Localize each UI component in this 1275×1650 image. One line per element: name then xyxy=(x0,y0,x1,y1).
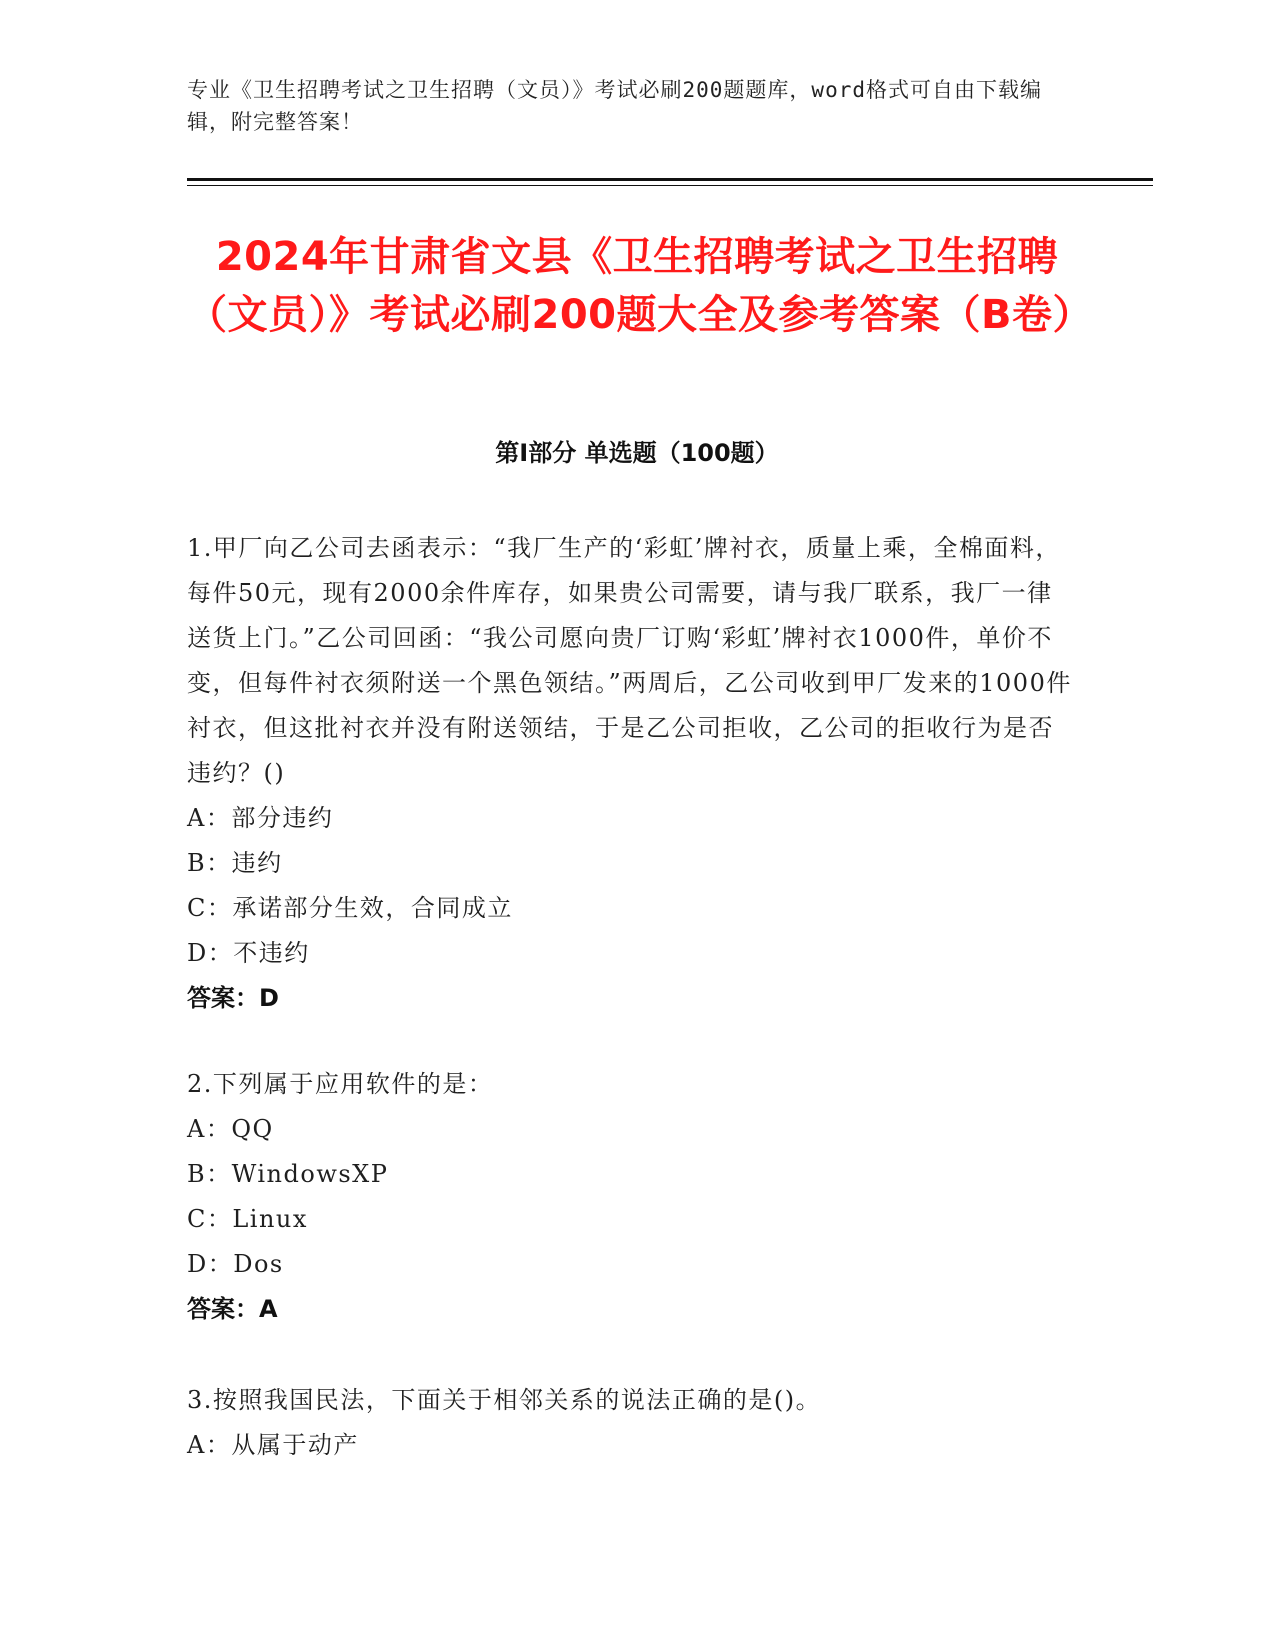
question-stem: 3.按照我国民法，下面关于相邻关系的说法正确的是()。 xyxy=(187,1386,822,1414)
answer: 答案：A xyxy=(187,1295,278,1323)
question-2 xyxy=(187,1062,1077,1332)
header-note: 专业《卫生招聘考试之卫生招聘（文员）》考试必刷200题题库，word格式可自由下载编辑，附完整答案！ xyxy=(187,78,1042,134)
answer: 答案：D xyxy=(187,984,279,1012)
option-b: B：WindowsXP xyxy=(187,1160,389,1188)
option-b: B：违约 xyxy=(187,849,283,877)
section-title: 第I部分 单选题（100题） xyxy=(495,439,779,467)
question-stem: 1.甲厂向乙公司去函表示：“我厂生产的‘彩虹’牌衬衣，质量上乘，全棉面料，每件50元，现有2000余件库存，如果贵公司需要，请与我厂联系，我厂一律送货上门。”乙公司回函：“我公司愿向贵厂订购‘彩虹’牌衬衣1000件，单价不变，但每件衬衣须附送一个黑色领结。”两周后，乙公司收到甲厂发来的1000件衬衣，但这批衬衣并没有附送领结，于是乙公司拒收，乙公司的拒收行为是否违约？() xyxy=(187,534,1072,787)
document-title: 2024年甘肃省文县《卫生招聘考试之卫生招聘（文员）》考试必刷200题大全及参考答案（B卷） xyxy=(187,234,1093,338)
header-divider-thin xyxy=(187,185,1153,186)
option-c: C：承诺部分生效，合同成立 xyxy=(187,894,513,922)
option-a: A：部分违约 xyxy=(187,804,334,832)
question-1 xyxy=(187,526,1077,1021)
option-d: D：不违约 xyxy=(187,939,310,967)
question-stem: 2.下列属于应用软件的是： xyxy=(187,1070,494,1098)
option-a: A：QQ xyxy=(187,1115,274,1143)
question-3 xyxy=(187,1378,1077,1468)
header-divider-thick xyxy=(187,178,1153,181)
option-d: D：Dos xyxy=(187,1250,284,1278)
option-a: A：从属于动产 xyxy=(187,1431,359,1459)
option-c: C：Linux xyxy=(187,1205,308,1233)
